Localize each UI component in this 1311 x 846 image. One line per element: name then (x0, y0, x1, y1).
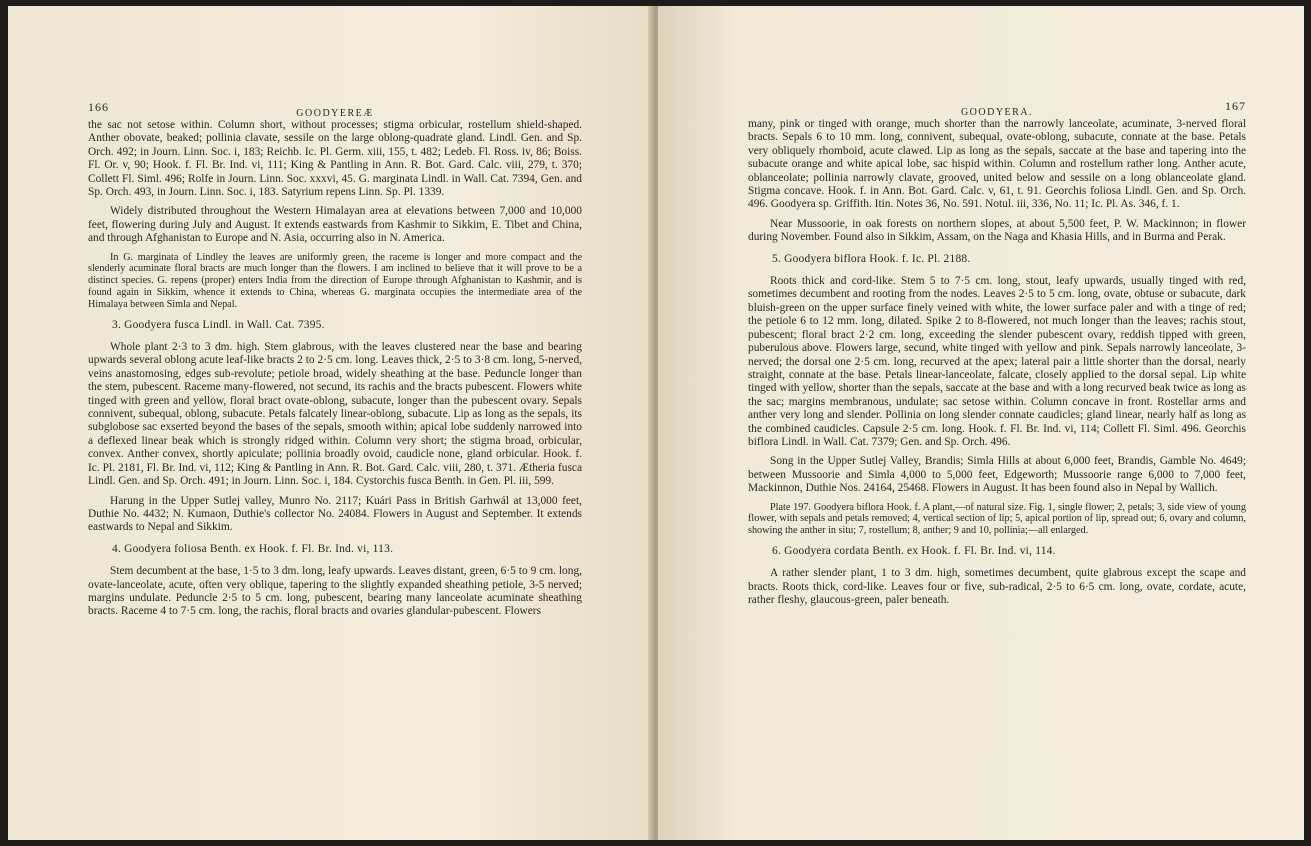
page-number: 167 (1225, 99, 1246, 113)
right-page (658, 6, 1304, 840)
body-paragraph: A rather slender plant, 1 to 3 dm. high, sometimes decumbent, quite glabrous except the scape and bracts. Roots thick, cord-like. Leaves four or five, sub-radical, 2·5 to 6·5 cm. long, ovate, cordate, acute, rather fleshy, glaucous-green, paler beneath. (748, 567, 1246, 607)
page-number: 166 (88, 100, 109, 114)
left-body (88, 119, 582, 619)
body-paragraph: many, pink or tinged with orange, much shorter than the narrowly lanceolate, acuminate, 3-nerved floral bracts. Sepals 6 to 10 mm. long, connivent, subequal, ovate-oblong, subacute, connate at the base. Petals very obliquely rhomboid, acute clawed. Lip as long as the sepals, saccate at the base and tapering into the subacute orange and white apical lobe, sac hispid within. Column and rostellum rather long. Anther acute, oblanceolate; pollinia narrowly clavate, grooved, united below and sessile on a long oblanceolate gland. Stigma concave. Hook. f. in Ann. Bot. Gard. Calc. v, 61, t. 91. Georchis foliosa Lindl. Gen. and Sp. Orch. 496. Goodyera sp. Griffith. Itin. Notes 36, No. 591. Notul. iii, 336, No. 11; Ic. Pl. As. 346, f. 1. (748, 118, 1246, 211)
body-paragraph: Roots thick and cord-like. Stem 5 to 7·5 cm. long, stout, leafy upwards, usually tinged with red, sometimes decumbent and rooting from the nodes. Leaves 2·5 to 5 cm. long, ovate, obtuse or subacute, dark bluish-green on the upper surface finely veined with white, the lower surface paler and with a tinge of red; the petiole 6 to 12 mm. long, dilated. Spike 2 to 8-flowered, not much longer than the leaves; rachis stout, pubescent; floral bract 2·2 cm. long, exceeding the slender pubescent ovary, reddish tipped with green, puberulous above. Flowers large, secund, white tinged with yellow and pink. Sepals narrowly lanceolate, 3-nerved; the dorsal one 2·5 cm. long, recurved at the apex; lateral pair a little shorter than the dorsal, nearly straight, connate at the base. Petals linear-lanceolate, falcate, closely applied to the dorsal sepal. Lip white tinged with yellow, shorter than the sepals, saccate at the base and with a long recurved beak twice as long as the sac; margins membranous, undulate; sac setose within. Column concave in front. Rostellar arms and anther very long and slender. Pollinia on long slender connate caudicles; gland linear, nearly half as long as the combined caudicles. Capsule 2·5 cm. long. Hook. f. Fl. Br. Ind. vi, 114; Collett Fl. Siml. 496. Georchis biflora Lindl. in Wall. Cat. 7379; Gen. and Sp. Orch. 496. (748, 275, 1246, 448)
body-paragraph: Song in the Upper Sutlej Valley, Brandis; Simla Hills at about 6,000 feet, Brandis, Gamble No. 4649; between Mussoorie and Simla 4,000 to 5,000 feet, Edgeworth; Mussoorie range 6,000 to 7,000 feet, Mackinnon, Duthie Nos. 24164, 25468. Flowers in August. It has been found also in Nepal by Wallich. (748, 455, 1246, 495)
left-page (8, 6, 654, 840)
right-body (748, 118, 1246, 608)
left-running-head (88, 101, 582, 119)
body-paragraph: Harung in the Upper Sutlej valley, Munro No. 2117; Kuári Pass in British Garhwál at 13,000 feet, Duthie No. 4432; N. Kumaon, Duthie's collector No. 24084. Flowers in August and September. It extends eastwards to Nepal and Sikkim. (88, 494, 582, 534)
right-running-head (748, 100, 1246, 118)
body-paragraph: the sac not setose within. Column short, without processes; stigma orbicular, rostellum shield-shaped. Anther obovate, beaked; pollinia clavate, sessile on the large oblong-quadrate gland. Lindl. Gen. and Sp. Orch. 492; in Journ. Linn. Soc. i, 183; Reichb. Ic. Pl. Germ. xiii, 155, t. 482; Ledeb. Fl. Ross. iv, 86; Boiss. Fl. Or. v, 90; Hook. f. Fl. Br. Ind. vi, 111; King & Pantling in Ann. R. Bot. Gard. Calc. viii, 279, t. 370; Collett Fl. Siml. 496; Rolfe in Journ. Linn. Soc. xxxvi, 45. G. marginata Lindl. in Wall. Cat. 7394, Gen. and Sp. Orch. 493, in Journ. Linn. Soc. i, 183. Satyrium repens Linn. Sp. Pl. 1339. (88, 119, 582, 199)
running-head-title: GOODYEREÆ (296, 108, 374, 119)
left-page-text (88, 101, 582, 625)
species-heading: 6. Goodyera cordata Benth. ex Hook. f. Fl. Br. Ind. vi, 114. (772, 544, 1056, 557)
book-spread (8, 6, 1304, 840)
species-heading: 5. Goodyera biflora Hook. f. Ic. Pl. 2188. (772, 252, 971, 265)
right-page-text (748, 100, 1246, 614)
running-head-title: GOODYERA. (960, 107, 1034, 118)
species-heading: 3. Goodyera fusca Lindl. in Wall. Cat. 7395. (112, 318, 325, 331)
footnote-paragraph: In G. marginata of Lindley the leaves are uniformly green, the raceme is longer and more compact and the slenderly acuminate floral bracts are much longer than the flowers. I am inclined to believe that it will prove to be a distinct species. G. repens (proper) enters India from the direction of Europe through Afghanistan to Kashmir, and is found again in Sikkim, whence it extends to China, whereas G. marginata occupies the intermediate area of the Himalaya between Simla and Nepal. (88, 251, 582, 310)
body-paragraph: Stem decumbent at the base, 1·5 to 3 dm. long, leafy upwards. Leaves distant, green, 6·5 to 9 cm. long, ovate-lanceolate, acute, often very oblique, tapering to the slightly expanded sheathing petiole, 3-5 nerved; margins undulate. Peduncle 2·5 to 5 cm. long, pubescent, bearing many lanceolate acuminate sheathing bracts. Raceme 4 to 7·5 cm. long, the rachis, floral bracts and ovaries glandular-pubescent. Flowers (88, 565, 582, 618)
body-paragraph: Near Mussoorie, in oak forests on northern slopes, at about 5,500 feet, P. W. Mackinnon; in flower during November. Found also in Sikkim, Assam, on the Naga and Khasia Hills, and in Burma and Perak. (748, 217, 1246, 244)
species-heading: 4. Goodyera foliosa Benth. ex Hook. f. Fl. Br. Ind. vi, 113. (112, 542, 394, 555)
body-paragraph: Widely distributed throughout the Western Himalayan area at elevations between 7,000 and 10,000 feet, flowering during July and August. It extends eastwards from Kashmir to Sikkim, E. Tibet and China, and through Afghanistan to Europe and N. Asia, occurring also in N. America. (88, 205, 582, 245)
footnote-paragraph: Plate 197. Goodyera biflora Hook. f. A plant,—of natural size. Fig. 1, single flower; 2, petals; 3, side view of young flower, with sepals and petals removed; 4, vertical section of lip; 5, apical portion of lip, spread out; 6, ovary and column, showing the anther in situ; 7, rostellum; 8, anther; 9 and 10, pollinia;—all enlarged. (748, 501, 1246, 537)
body-paragraph: Whole plant 2·3 to 3 dm. high. Stem glabrous, with the leaves clustered near the base and bearing upwards several oblong acute leaf-like bracts 2 to 2·5 cm. long. Leaves thick, 2·5 to 3·8 cm. long, 5-nerved, veins anastomosing, edges sub-revolute; petiole broad, widely sheathing at the base. Peduncle longer than the stem, pubescent. Raceme many-flowered, not secund, its rachis and the bracts pubescent. Flowers white tinged with green and yellow, floral bract ovate-oblong, subacute, longer than the pubescent ovary. Sepals connivent, subequal, oblong, subacute. Petals falcately linear-oblong, subacute. Lip as long as the sepals, its subglobose sac exserted beyond the bases of the sepals, smooth within; apical lobe suddenly narrowed into a deflexed linear beak which is strongly ridged within. Column very short; the stigma broad, orbicular, convex. Anther convex, shortly apiculate; pollinia broadly ovoid, caudicle none, gland orbicular. Hook. f. Ic. Pl. 2181, Fl. Br. Ind. vi, 112; King & Pantling in Ann. R. Bot. Gard. Calc. viii, 280, t. 371. Ætheria fusca Lindl. Gen. and Sp. Orch. 491; in Journ. Linn. Soc. i, 184. Cystorchis fusca Benth. in Gen. Pl. iii, 599. (88, 341, 582, 488)
